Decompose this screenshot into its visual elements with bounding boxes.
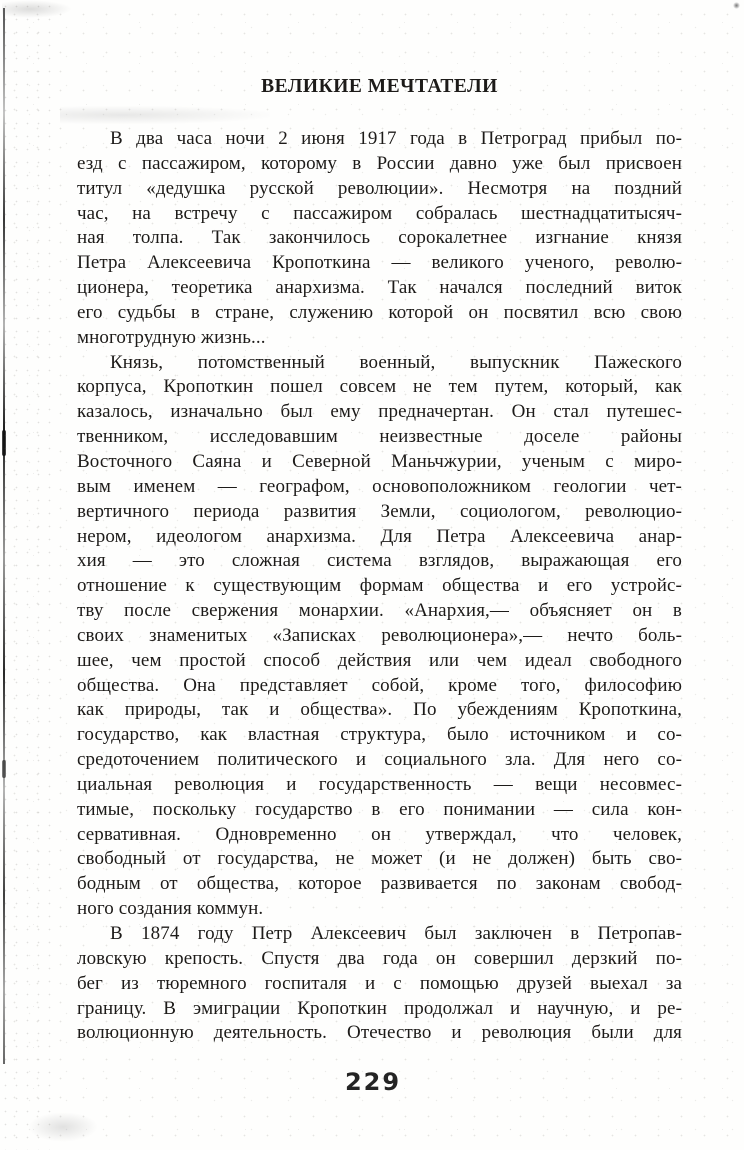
scan-edge-line [3, 8, 5, 1064]
chapter-title: ВЕЛИКИЕ МЕЧТАТЕЛИ [261, 76, 498, 97]
scan-smudge [2, 0, 72, 18]
scan-edge-mark [2, 760, 6, 778]
scan-smudge [60, 106, 270, 124]
scan-left-mottling [0, 0, 55, 1150]
scan-edge-mark [2, 430, 6, 456]
text-line: шее, чем простой способ действия или чем идеал свободного [77, 649, 682, 671]
text-line: Восточного Саяна и Северной Маньчжурии, ученым с миро- [77, 450, 682, 472]
text-line: тимые, поскольку государство в его понимании — сила кон- [77, 798, 682, 820]
text-line: отношение к существующим формам общества и его устройс- [77, 575, 682, 597]
text-line: сервативная. Одновременно он утверждал, что человек, [77, 823, 682, 845]
text-line: ная толпа. Так закончилось сорокалетнее изгнание князя [77, 227, 682, 249]
text-line: бег из тюремного госпиталя и с помощью друзей выехал за [77, 972, 682, 994]
text-line: ного создания коммун. [77, 898, 264, 920]
text-line: циальная революция и государственность — вещи несовмес- [77, 773, 682, 795]
text-line: ционера, теоретика анархизма. Так начался последний виток [77, 277, 682, 299]
text-line: своих знаменитых «Записках революционера»,— нечто боль- [77, 624, 682, 646]
text-line: вым именем — географом, основоположником геологии чет- [77, 475, 682, 497]
text-line: В два часа ночи 2 июня 1917 года в Петроград прибыл по- [110, 128, 682, 149]
text-line: государство, как властная структура, было источником и со- [77, 724, 682, 746]
scan-speck [733, 2, 740, 9]
page-number: 229 [344, 1068, 402, 1096]
text-line: вертичного периода развития Земли, социологом, революцио- [77, 500, 682, 522]
text-line: как природы, так и общества». По убеждениям Кропоткина, [77, 699, 682, 721]
text-line: час, на встречу с пассажиром собралась шестнадцатитысяч- [77, 202, 682, 224]
text-line: многотрудную жизнь... [77, 326, 266, 348]
text-line: волюционную деятельность. Отечество и революция были для [77, 1022, 682, 1044]
text-line: общества. Она представляет собой, кроме того, философию [77, 674, 682, 696]
text-line: границу. В эмиграции Кропоткин продолжал и научную, и ре- [77, 997, 682, 1019]
text-line: его судьбы в стране, служению которой он посвятил всю свою [77, 301, 682, 323]
text-line: тву после свержения монархии. «Анархия,— объясняет он в [77, 600, 682, 622]
text-line: титул «дедушка русской революции». Несмотря на поздний [77, 177, 682, 199]
text-line: корпуса, Кропоткин пошел совсем не тем путем, который, как [77, 376, 682, 398]
text-line: В 1874 году Петр Алексеевич был заключен в Петропав- [110, 923, 682, 944]
text-line: Князь, потомственный военный, выпускник Пажеского [110, 351, 682, 373]
text-line: Петра Алексеевича Кропоткина — великого ученого, револю- [77, 252, 682, 274]
text-line: бодным от общества, которое развивается по законам свобод- [77, 873, 682, 895]
text-line: свободный от государства, не может (и не должен) быть сво- [77, 848, 682, 870]
text-line: казалось, изначально был ему предначертан. Он стал путешес- [77, 401, 682, 423]
text-line: ловскую крепость. Спустя два года он совершил дерзкий по- [77, 947, 682, 969]
text-line: средоточением политического и социального зла. Для него со- [77, 749, 682, 771]
text-block [77, 127, 682, 1046]
text-line: твенником, исследовавшим неизвестные доселе районы [77, 426, 682, 448]
scan-smudge [28, 1112, 98, 1142]
text-line: нером, идеологом анархизма. Для Петра Алексеевича анар- [77, 525, 682, 547]
text-line: хия — это сложная система взглядов, выражающая его [77, 550, 682, 572]
text-line: езд с пассажиром, которому в России давно уже был присвоен [77, 152, 682, 174]
